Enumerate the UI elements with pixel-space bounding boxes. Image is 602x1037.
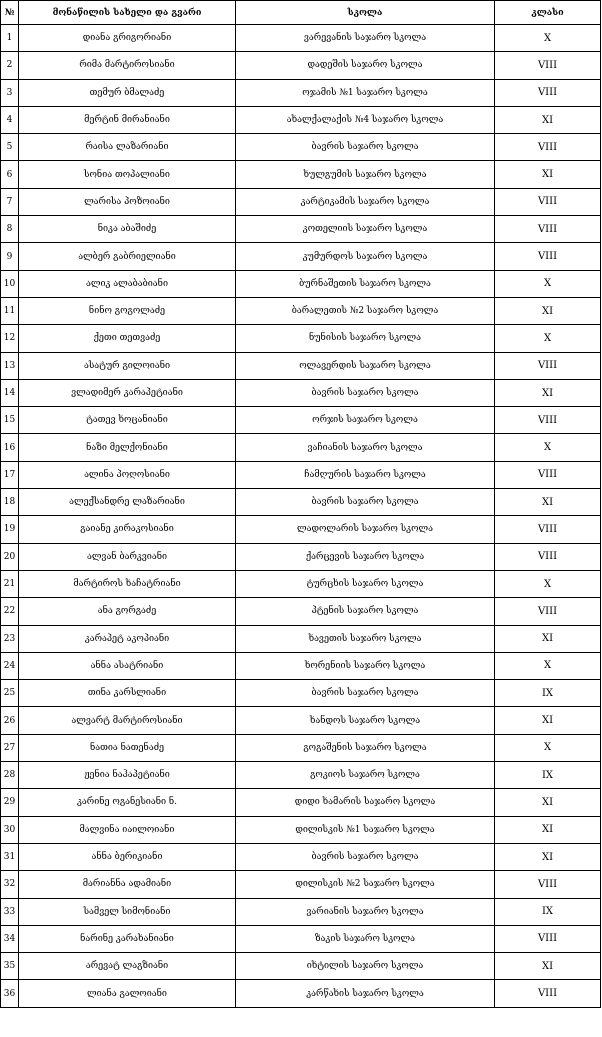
table-row	[1, 79, 601, 106]
row-number: 23	[1, 625, 19, 652]
class-grade: X	[495, 270, 601, 297]
class-grade: VIII	[495, 79, 601, 106]
participant-name: ნაზი მელქონიანი	[19, 434, 236, 461]
school-name: ახალქალაქის №4 საჯარო სკოლა	[236, 106, 495, 133]
school-name: ბავრის საჯარო სკოლა	[236, 680, 495, 707]
class-grade: VIII	[495, 188, 601, 215]
row-number: 32	[1, 871, 19, 898]
participant-name: ასატურ გილოიანი	[19, 352, 236, 379]
participant-name: რიმა მარტიროსიანი	[19, 52, 236, 79]
participant-name: ნიკა აბაშიძე	[19, 216, 236, 243]
participant-name: ნათია ნათენაძე	[19, 734, 236, 761]
participant-name: მარიანნა ადამიანი	[19, 871, 236, 898]
school-name: ხულგუმის საჯარო სკოლა	[236, 161, 495, 188]
row-number: 1	[1, 25, 19, 52]
class-grade: VIII	[495, 52, 601, 79]
class-grade: VIII	[495, 980, 601, 1007]
table-row	[1, 516, 601, 543]
participant-name: კარინე ოგანესიანი ნ.	[19, 789, 236, 816]
table-row	[1, 625, 601, 652]
row-number: 20	[1, 543, 19, 570]
class-grade: X	[495, 734, 601, 761]
table-row	[1, 352, 601, 379]
class-grade: XI	[495, 707, 601, 734]
class-grade: VIII	[495, 543, 601, 570]
school-name: ბავრის საჯარო სკოლა	[236, 134, 495, 161]
row-number: 25	[1, 680, 19, 707]
row-number: 26	[1, 707, 19, 734]
school-name: ბავრის საჯარო სკოლა	[236, 843, 495, 870]
table-row	[1, 734, 601, 761]
row-number: 14	[1, 379, 19, 406]
row-number: 8	[1, 216, 19, 243]
class-grade: VIII	[495, 516, 601, 543]
row-number: 22	[1, 598, 19, 625]
row-number: 27	[1, 734, 19, 761]
row-number: 31	[1, 843, 19, 870]
class-grade: XI	[495, 106, 601, 133]
class-grade: XI	[495, 816, 601, 843]
participant-name: არევატ ლაგზიანი	[19, 953, 236, 980]
row-number: 10	[1, 270, 19, 297]
class-grade: XI	[495, 625, 601, 652]
school-name: ზაკის საჯარო სკოლა	[236, 925, 495, 952]
school-name: ნუნისის საჯარო სკოლა	[236, 325, 495, 352]
participant-name: ალიკ ალაბაბიანი	[19, 270, 236, 297]
row-number: 35	[1, 953, 19, 980]
table-row	[1, 461, 601, 488]
school-name: ჩამღურის საჯარო სკოლა	[236, 461, 495, 488]
school-name: ლადოლარის საჯარო სკოლა	[236, 516, 495, 543]
class-grade: VIII	[495, 598, 601, 625]
class-grade: VIII	[495, 134, 601, 161]
class-grade: VIII	[495, 407, 601, 434]
row-number: 17	[1, 461, 19, 488]
participant-name: ჟენია ნაჰაპეტიანი	[19, 762, 236, 789]
class-grade: VIII	[495, 871, 601, 898]
school-name: ხავეთის საჯარო სკოლა	[236, 625, 495, 652]
row-number: 7	[1, 188, 19, 215]
table-row	[1, 489, 601, 516]
class-grade: VIII	[495, 461, 601, 488]
header-row	[1, 1, 601, 25]
class-grade: X	[495, 652, 601, 679]
school-name: კარწახის საჯარო სკოლა	[236, 980, 495, 1007]
table-row	[1, 707, 601, 734]
class-grade: VIII	[495, 352, 601, 379]
class-grade: VIII	[495, 925, 601, 952]
class-grade: VIII	[495, 243, 601, 270]
table-row	[1, 652, 601, 679]
participant-name: ალვან ბარკვიანი	[19, 543, 236, 570]
table-row	[1, 243, 601, 270]
school-name: კოთელიის საჯარო სკოლა	[236, 216, 495, 243]
participant-name: ანნა ასატრიანი	[19, 652, 236, 679]
header-class: კლასი	[495, 1, 601, 25]
participant-name: სამველ სიმონიანი	[19, 898, 236, 925]
participant-name: ანა გორგაძე	[19, 598, 236, 625]
table-row	[1, 980, 601, 1007]
row-number: 28	[1, 762, 19, 789]
school-name: ხანდოს საჯარო სკოლა	[236, 707, 495, 734]
participant-name: ალექსანდრე ლაზარიანი	[19, 489, 236, 516]
participant-name: ტათევ ხოცანიანი	[19, 407, 236, 434]
table-row	[1, 106, 601, 133]
table-row	[1, 762, 601, 789]
table-row	[1, 789, 601, 816]
header-number: №	[1, 1, 19, 25]
table-row	[1, 434, 601, 461]
row-number: 13	[1, 352, 19, 379]
table-row	[1, 188, 601, 215]
school-name: იხტილის საჯარო სკოლა	[236, 953, 495, 980]
school-name: ორჯის საჯარო სკოლა	[236, 407, 495, 434]
school-name: დადეშის საჯარო სკოლა	[236, 52, 495, 79]
row-number: 12	[1, 325, 19, 352]
participant-name: მერტინ მირანიანი	[19, 106, 236, 133]
school-name: ტურცხის საჯარო სკოლა	[236, 570, 495, 597]
table-row	[1, 134, 601, 161]
school-name: გოგაშენის საჯარო სკოლა	[236, 734, 495, 761]
table-row	[1, 953, 601, 980]
table-row	[1, 52, 601, 79]
row-number: 3	[1, 79, 19, 106]
row-number: 36	[1, 980, 19, 1007]
class-grade: X	[495, 325, 601, 352]
participant-name: ნინო გოგოლაძე	[19, 297, 236, 324]
table-body	[1, 25, 601, 1008]
participant-name: სონია თოპალიანი	[19, 161, 236, 188]
class-grade: XI	[495, 789, 601, 816]
row-number: 5	[1, 134, 19, 161]
row-number: 16	[1, 434, 19, 461]
participant-name: გაიანე კირაკოსიანი	[19, 516, 236, 543]
row-number: 33	[1, 898, 19, 925]
table-row	[1, 570, 601, 597]
row-number: 18	[1, 489, 19, 516]
row-number: 4	[1, 106, 19, 133]
school-name: ბავრის საჯარო სკოლა	[236, 489, 495, 516]
table-row	[1, 379, 601, 406]
participant-name: მალვინა იაილოიანი	[19, 816, 236, 843]
school-name: ბურნაშეთის საჯარო სკოლა	[236, 270, 495, 297]
school-name: ვაჩიანის საჯარო სკოლა	[236, 434, 495, 461]
row-number: 21	[1, 570, 19, 597]
school-name: ოლავერდის საჯარო სკოლა	[236, 352, 495, 379]
participant-name: მარტიროს ხაჩატრიანი	[19, 570, 236, 597]
class-grade: IX	[495, 898, 601, 925]
participant-name: თემურ ბმალაძე	[19, 79, 236, 106]
participant-name: თინა კარსლიანი	[19, 680, 236, 707]
header-school: სკოლა	[236, 1, 495, 25]
school-name: ოჯამის №1 საჯარო სკოლა	[236, 79, 495, 106]
row-number: 30	[1, 816, 19, 843]
table-row	[1, 297, 601, 324]
participant-name: ლარისა პოზოიანი	[19, 188, 236, 215]
school-name: ბარალეთის №2 საჯარო სკოლა	[236, 297, 495, 324]
class-grade: IX	[495, 680, 601, 707]
participant-name: რაისა ლაზარიანი	[19, 134, 236, 161]
row-number: 9	[1, 243, 19, 270]
row-number: 6	[1, 161, 19, 188]
school-name: ბავრის საჯარო სკოლა	[236, 379, 495, 406]
school-name: ქარცევის საჯარო სკოლა	[236, 543, 495, 570]
class-grade: X	[495, 570, 601, 597]
class-grade: VIII	[495, 216, 601, 243]
header-participant-name: მონაწილის სახელი და გვარი	[19, 1, 236, 25]
school-name: კუმურდოს საჯარო სკოლა	[236, 243, 495, 270]
table-row	[1, 816, 601, 843]
school-name: დილისკის №1 საჯარო სკოლა	[236, 816, 495, 843]
row-number: 11	[1, 297, 19, 324]
class-grade: XI	[495, 297, 601, 324]
row-number: 19	[1, 516, 19, 543]
class-grade: IX	[495, 762, 601, 789]
row-number: 15	[1, 407, 19, 434]
class-grade: XI	[495, 953, 601, 980]
participant-name: კარაპეტ აკოპიანი	[19, 625, 236, 652]
row-number: 29	[1, 789, 19, 816]
class-grade: XI	[495, 489, 601, 516]
table-row	[1, 543, 601, 570]
table-row	[1, 843, 601, 870]
class-grade: X	[495, 434, 601, 461]
school-name: პტენის საჯარო სკოლა	[236, 598, 495, 625]
table-row	[1, 270, 601, 297]
table-row	[1, 680, 601, 707]
school-name: დილისკის №2 საჯარო სკოლა	[236, 871, 495, 898]
school-name: დიდი ხამარის საჯარო სკოლა	[236, 789, 495, 816]
table-row	[1, 871, 601, 898]
school-name: ვარევანის საჯარო სკოლა	[236, 25, 495, 52]
table-row	[1, 216, 601, 243]
table-row	[1, 598, 601, 625]
school-name: ხორენიის საჯარო სკოლა	[236, 652, 495, 679]
table-row	[1, 325, 601, 352]
table-header	[1, 1, 601, 25]
school-name: ვარიანის საჯარო სკოლა	[236, 898, 495, 925]
participant-name: ალვარტ მარტიროსიანი	[19, 707, 236, 734]
table-row	[1, 25, 601, 52]
class-grade: X	[495, 25, 601, 52]
participant-name: ლიანა გალოიანი	[19, 980, 236, 1007]
school-name: კარტიკამის საჯარო სკოლა	[236, 188, 495, 215]
table-row	[1, 161, 601, 188]
participant-name: ქეთი თეთვაძე	[19, 325, 236, 352]
school-name: გოკიოს საჯარო სკოლა	[236, 762, 495, 789]
class-grade: XI	[495, 843, 601, 870]
participant-name: დიანა გრიგორიანი	[19, 25, 236, 52]
participant-name: ალბერ გაბრიელიანი	[19, 243, 236, 270]
participant-name: ანნა ბერიკიანი	[19, 843, 236, 870]
participant-name: ვლადიმერ კარაპეტიანი	[19, 379, 236, 406]
class-grade: XI	[495, 379, 601, 406]
table-row	[1, 925, 601, 952]
table-row	[1, 407, 601, 434]
participant-name: ნარინე კარახანიანი	[19, 925, 236, 952]
row-number: 24	[1, 652, 19, 679]
table-row	[1, 898, 601, 925]
row-number: 2	[1, 52, 19, 79]
row-number: 34	[1, 925, 19, 952]
participant-name: ალინა პოღოსიანი	[19, 461, 236, 488]
class-grade: XI	[495, 161, 601, 188]
